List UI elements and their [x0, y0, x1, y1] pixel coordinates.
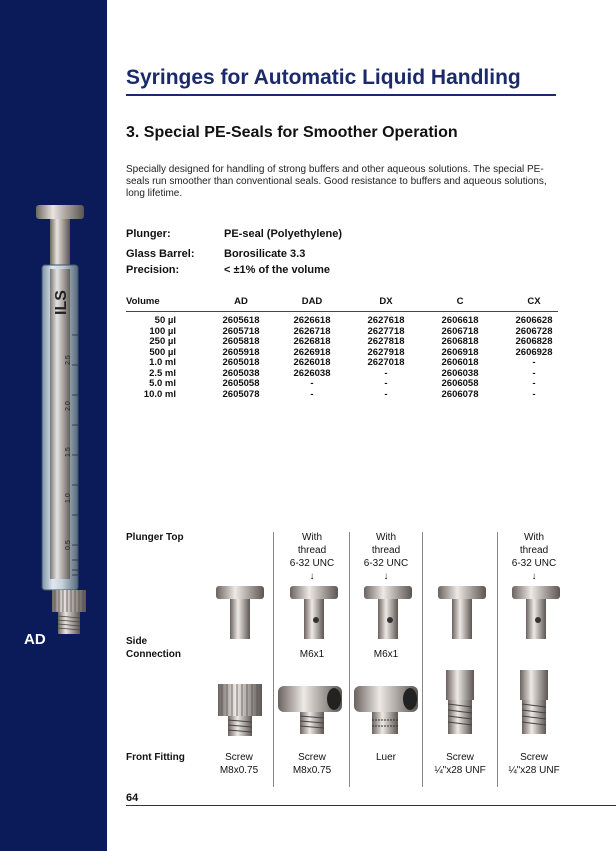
- spec-value: Borosilicate 3.3: [224, 248, 306, 260]
- fitting-side-port-luer: [354, 686, 418, 734]
- plunger-top-images: [206, 586, 566, 642]
- table-cell: -: [384, 378, 388, 389]
- side-connection-label-line2: Connection: [126, 649, 181, 660]
- table-cell: 2606718: [441, 325, 479, 337]
- table-row: [126, 347, 566, 358]
- table-cell: 10.0 ml: [143, 388, 176, 400]
- table-cell: 2626618: [293, 315, 331, 326]
- front-fitting-label: Front Fitting: [126, 752, 185, 763]
- plunger-top-threaded: [364, 586, 412, 639]
- column-header: AD: [234, 296, 248, 307]
- table-cell: 2606038: [441, 367, 479, 379]
- column-header: DAD: [301, 296, 323, 307]
- footer-rule: [126, 805, 616, 806]
- sidebar-label: AD: [24, 631, 46, 648]
- scale-label: 1.0: [65, 493, 72, 503]
- order-table-header: [126, 296, 566, 310]
- table-row: [126, 315, 566, 326]
- column-divider: [349, 532, 350, 787]
- table-cell: -: [310, 388, 314, 400]
- table-cell: 2626718: [293, 325, 331, 337]
- scale-label: 2.5: [65, 355, 72, 365]
- table-cell: 2627918: [367, 346, 405, 358]
- table-cell: 2605818: [222, 336, 260, 347]
- fitting-unf-screw: [520, 670, 548, 734]
- syringe-logo: ILS: [53, 290, 70, 315]
- plunger-top-cell: With thread 6-32 UNC ↓: [511, 532, 557, 582]
- plunger-top-threaded: [290, 586, 338, 639]
- table-row: [126, 378, 566, 389]
- table-cell: -: [384, 388, 388, 400]
- table-cell: 2606728: [515, 325, 553, 337]
- plunger-top-cell: With thread 6-32 UNC ↓: [289, 532, 335, 582]
- table-cell: 2605038: [222, 367, 260, 379]
- table-cell: 2606618: [441, 315, 479, 326]
- table-cell: -: [384, 367, 388, 379]
- front-fitting-cell: Screw ¼"x28 UNF: [434, 752, 486, 776]
- plunger-rod: [50, 219, 70, 269]
- spec-label: Plunger:: [126, 228, 171, 240]
- table-cell: 2605618: [222, 315, 260, 326]
- thread-tip: [58, 612, 80, 634]
- side-connection-cell: M6x1: [299, 649, 325, 660]
- table-cell: 2626918: [293, 346, 331, 358]
- column-divider: [422, 532, 423, 787]
- table-cell: 2627018: [367, 357, 405, 368]
- table-cell: 2627618: [367, 315, 405, 326]
- column-header: C: [456, 296, 464, 307]
- table-cell: 2606018: [441, 357, 479, 368]
- table-header-rule: [126, 311, 558, 312]
- table-cell: 2626018: [293, 357, 331, 368]
- plunger-top-threaded: [512, 586, 560, 639]
- page-number: 64: [126, 792, 139, 804]
- table-row: [126, 389, 566, 400]
- plunger-top-label: Plunger Top: [126, 532, 184, 543]
- table-row: [126, 326, 566, 337]
- scale-label: 1.5: [65, 447, 72, 457]
- table-cell: -: [532, 388, 536, 400]
- table-header-row: [126, 296, 566, 310]
- table-cell: 2627718: [367, 325, 405, 337]
- front-fitting-cell: Screw M8x0.75: [292, 752, 332, 776]
- table-cell: 500 µl: [149, 346, 176, 358]
- table-cell: -: [532, 367, 536, 379]
- table-cell: -: [310, 378, 314, 389]
- table-cell: 1.0 ml: [149, 357, 176, 368]
- table-cell: -: [532, 357, 536, 368]
- column-divider: [497, 532, 498, 787]
- table-cell: 2605918: [222, 346, 260, 358]
- table-cell: 2606928: [515, 346, 553, 358]
- title-underline: [126, 94, 556, 96]
- table-cell: 2606818: [441, 336, 479, 347]
- spec-label: Glass Barrel:: [126, 248, 195, 260]
- plunger-top-plain: [438, 586, 486, 639]
- table-cell: 2.5 ml: [149, 367, 176, 379]
- table-cell: 100 µl: [149, 325, 176, 337]
- table-cell: 2606918: [441, 346, 479, 358]
- table-cell: 2605078: [222, 388, 260, 400]
- table-cell: 2627818: [367, 336, 405, 347]
- table-cell: 2605018: [222, 357, 260, 368]
- plunger-head: [36, 205, 84, 219]
- table-row: [126, 336, 566, 347]
- column-header: CX: [527, 296, 541, 307]
- front-fitting-cell: Screw ¼"x28 UNF: [508, 752, 560, 776]
- page-title: Syringes for Automatic Liquid Handling: [126, 66, 521, 89]
- front-fitting-images: [206, 670, 566, 740]
- table-cell: 2605058: [222, 378, 260, 389]
- fitting-knurled-screw: [218, 684, 262, 736]
- syringe-illustration: [28, 205, 104, 650]
- front-fitting-cell: Screw M8x0.75: [219, 752, 259, 776]
- table-cell: 2606828: [515, 336, 553, 347]
- table-row: [126, 368, 566, 379]
- table-cell: -: [532, 378, 536, 389]
- column-header: DX: [379, 296, 393, 307]
- plunger-top-plain: [216, 586, 264, 639]
- table-cell: 250 µl: [149, 336, 176, 347]
- table-cell: 2626818: [293, 336, 331, 347]
- side-connection-label-line1: Side: [126, 636, 148, 647]
- scale-label: 0.5: [65, 540, 72, 550]
- table-cell: 2605718: [222, 325, 260, 337]
- table-cell: 2606628: [515, 315, 553, 326]
- table-cell: 50 µl: [154, 315, 176, 326]
- fitting-unf-screw: [446, 670, 474, 734]
- table-row: [126, 357, 566, 368]
- column-divider: [273, 532, 274, 787]
- table-cell: 2606058: [441, 378, 479, 389]
- order-table-body: [126, 315, 566, 399]
- spec-label: Precision:: [126, 264, 180, 276]
- table-cell: 2606078: [441, 388, 479, 400]
- front-fitting-cell: Luer: [375, 752, 396, 763]
- knurled-fitting: [52, 590, 86, 612]
- section-title: 3. Special PE-Seals for Smoother Operation: [126, 124, 458, 141]
- scale-label: 2.0: [65, 401, 72, 411]
- section-description: Specially designed for handling of strong buffers and other aqueous solutions. The special PE-seals run smoother than conventional seals. Good resistance to buffers and aqueous solutions, long lifetime.: [126, 164, 547, 199]
- table-cell: 2626038: [293, 367, 331, 379]
- column-header: Volume: [126, 296, 160, 307]
- spec-value: PE-seal (Polyethylene): [224, 228, 342, 240]
- fitting-side-port-screw: [278, 686, 342, 734]
- table-cell: 5.0 ml: [149, 378, 176, 389]
- spec-value: < ±1% of the volume: [224, 264, 330, 276]
- side-connection-cell: M6x1: [373, 649, 399, 660]
- plunger-top-cell: With thread 6-32 UNC ↓: [363, 532, 409, 582]
